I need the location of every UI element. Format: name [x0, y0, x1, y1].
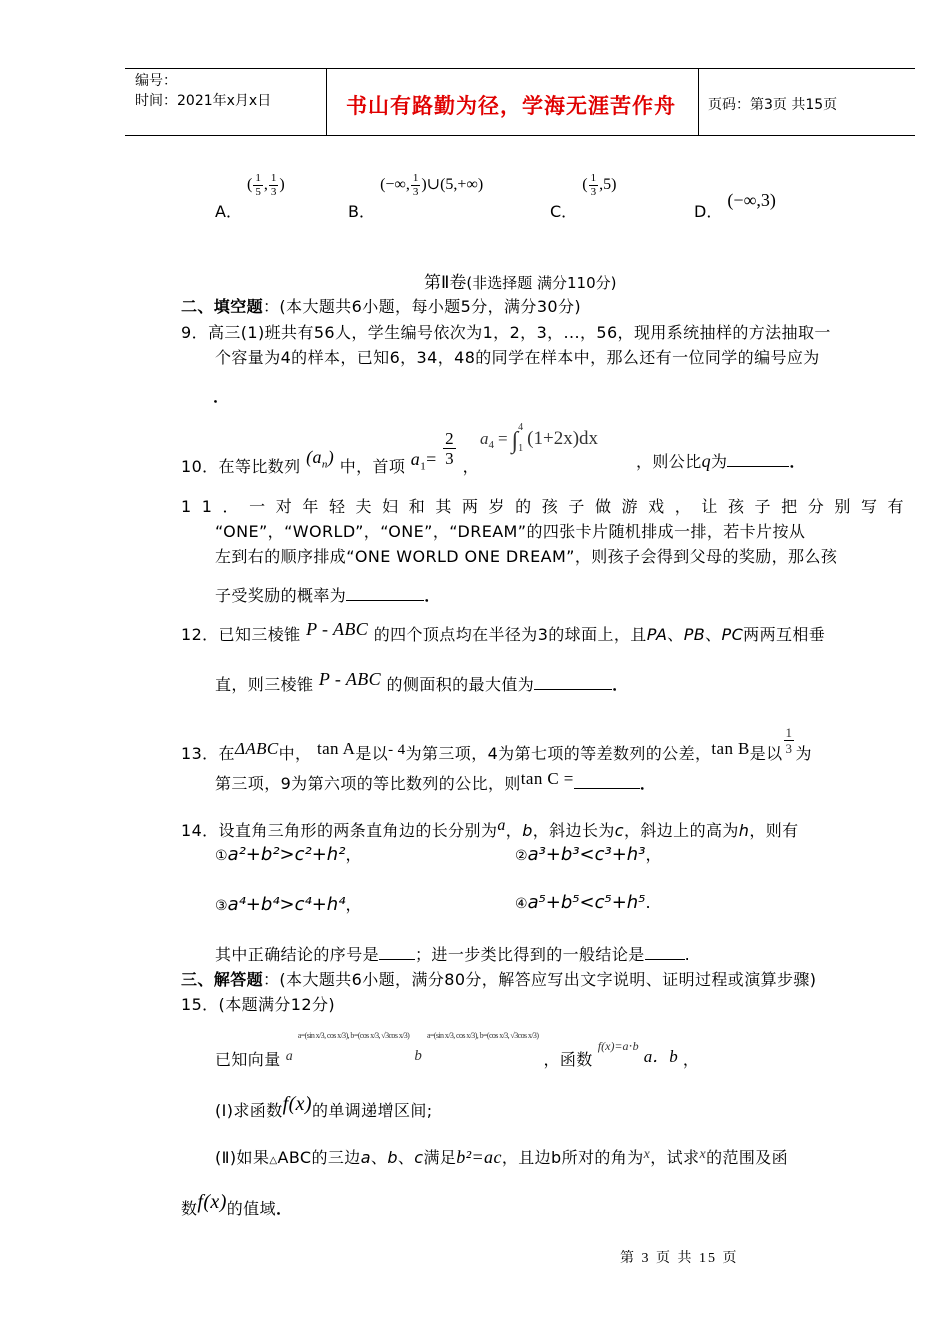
- q14-item1: ①a²+b²>c²+h²，: [215, 844, 362, 865]
- q15-part3: 数f(x)的值域．: [181, 1191, 293, 1218]
- q11-line3: 左到右的顺序排成“ONE WORLD ONE DREAM”，则孩子会得到父母的奖励，那么孩: [215, 547, 838, 566]
- option-a: [215, 171, 285, 221]
- q13-tanB: tan B: [711, 739, 750, 758]
- q12-line1: 12．已知三棱锥 P - ABC 的四个顶点均在半径为3的球面上，且PA、PB、PC两两互相垂: [181, 619, 826, 644]
- section2-heading: [181, 294, 581, 317]
- part2-subtitle: (非选择题 满分110分): [466, 274, 617, 292]
- q10-prefix: 10．在等比数列: [181, 457, 301, 476]
- q13-tanA: tan A: [316, 739, 356, 758]
- q13-triangle: ΔABC: [234, 739, 279, 758]
- q13-tanC: tan C =: [520, 769, 574, 788]
- q14-answer-blank-2[interactable]: [645, 959, 685, 960]
- q12-pabc: P - ABC: [306, 619, 369, 639]
- q15-part2: (Ⅱ)如果△ABC的三边a、b、c满足b²=ac，且边b所对的角为x，试求x的范围及函: [215, 1147, 789, 1167]
- q14-tail: 其中正确结论的序号是 ；进一步类比得到的一般结论是 .: [215, 945, 691, 964]
- q14-line1: 14．设直角三角形的两条直角边的长分别为a，b，斜边长为c，斜边上的高为h，则有: [181, 817, 799, 840]
- q10-line: [181, 420, 479, 476]
- option-c: [550, 171, 617, 221]
- q15-vector-def-2: a=(sin x/3, cos x/3), b=(cos x/3, √3cos x/3): [426, 1031, 539, 1040]
- q14-answer-blank-1[interactable]: [379, 959, 415, 960]
- q12-answer-blank[interactable]: [534, 689, 612, 690]
- section3-desc: ：(本大题共6小题，满分80分，解答应写出文字说明、证明过程或演算步骤): [263, 970, 817, 989]
- section2-desc: ：(本大题共6小题，每小题5分，满分30分): [263, 297, 582, 316]
- q10-comma: ，: [462, 457, 479, 476]
- q14-item4: ④a⁵+b⁵<c⁵+h⁵.: [515, 892, 651, 913]
- option-b: [348, 171, 484, 221]
- q13-answer-blank[interactable]: [574, 788, 640, 789]
- q10-frac: $\frac{2}{3}$: [445, 429, 455, 468]
- option-d: [694, 188, 776, 221]
- option-b-expr: (−∞, $\frac{1}{3}$ )∪(5,+∞): [380, 171, 484, 198]
- option-c-expr: ( $\frac{1}{3}$ ,5): [582, 171, 617, 198]
- q15-title: 15．(本题满分12分): [181, 995, 336, 1014]
- header-motto: 书山有路勤为径，学海无涯苦作舟: [346, 94, 676, 118]
- part2-heading: [424, 268, 616, 293]
- header-number-label: 编号：: [135, 73, 177, 89]
- q13-line2: 第三项，9为第六项的等比数列的公比，则tan C = ．: [215, 769, 657, 793]
- q15-vector-def-1: a=(sin x/3, cos x/3), b=(cos x/3, √3cos x/3): [297, 1031, 410, 1040]
- option-a-label: A．: [215, 202, 242, 221]
- q10-tail: ，则公比q为 ．: [636, 451, 806, 471]
- option-b-label: B．: [348, 202, 375, 221]
- page-footer: 第 3 页 共 15 页: [620, 1251, 739, 1266]
- q13-frac: $\frac{1}{3}$: [785, 725, 793, 756]
- option-c-label: C．: [550, 202, 578, 221]
- q11-answer-blank[interactable]: [346, 600, 424, 601]
- q9-line1: 9．高三(1)班共有56人，学生编号依次为1，2，3，...，56，现用系统抽样的方法抽取一: [181, 323, 831, 342]
- q15-given: 已知向量 a a=(sin x/3, cos x/3), b=(cos x/3, √3cos x/3) b a=(sin x/3, cos x/3), b=(cos x/3, √3cos x/3) ，函数 $_{f(x)=a\cdot b}$ a．b ，: [215, 1031, 700, 1069]
- q12-pabc2: P - ABC: [318, 669, 382, 689]
- q10-q: q: [701, 451, 712, 471]
- option-d-label: D．: [694, 202, 723, 221]
- q13-line1: 13．在ΔABC中， tan A是以- 4为第三项，4为第七项的等差数列的公差，tan B是以 $\frac{1}{3}$ 为: [181, 725, 812, 763]
- q10-a1: $a_1=$: [410, 449, 437, 473]
- q10-answer-blank[interactable]: [727, 466, 789, 467]
- q15-part1: (Ⅰ)求函数f(x)的单调递增区间;: [215, 1093, 433, 1120]
- section3-label: 三、解答题: [181, 970, 264, 989]
- header-time-label: 时间：2021年x月x日: [135, 93, 272, 109]
- q10-mid: 中，首项: [339, 457, 406, 476]
- q11-line2: “ONE”，“WORLD”，“ONE”，“DREAM”的四张卡片随机排成一排，若卡片按从: [215, 522, 806, 541]
- header-top-rule: [125, 68, 915, 69]
- q10-integral: $a_4$ = ∫ 4 1 (1+2x)dx: [480, 422, 599, 455]
- q15-fx-def: f(x)=a⋅b: [597, 1039, 639, 1053]
- q11-line1: 11．一对年轻夫妇和其两岁的孩子做游戏，让孩子把分别写有: [181, 497, 915, 516]
- q11-line4: 子受奖励的概率为 ．: [215, 586, 441, 605]
- q14-item3: ③a⁴+b⁴>c⁴+h⁴，: [215, 894, 362, 915]
- q10-seq: $(a_n)$: [306, 447, 335, 471]
- q9-dot: ．: [213, 387, 230, 406]
- header-divider-right: [698, 68, 699, 136]
- q9-line2: 个容量为4的样本，已知6，34，48的同学在样本中，那么还有一位同学的编号应为: [215, 348, 820, 367]
- header-bottom-rule: [125, 135, 915, 136]
- part2-title: 第Ⅱ卷: [424, 273, 467, 293]
- option-d-expr: (−∞,3): [727, 190, 776, 210]
- header-divider-left: [326, 68, 327, 136]
- section3-heading: [181, 967, 816, 990]
- q14-item2: ②a³+b³<c³+h³，: [515, 844, 662, 865]
- option-a-expr: ( $\frac{1}{5}$ , $\frac{1}{3}$ ): [247, 171, 285, 198]
- q12-line2: 直，则三棱锥 P - ABC 的侧面积的最大值为 ．: [215, 669, 629, 694]
- header-page-info: 页码：第3页 共15页: [708, 97, 838, 113]
- section2-label: 二、填空题: [181, 297, 264, 316]
